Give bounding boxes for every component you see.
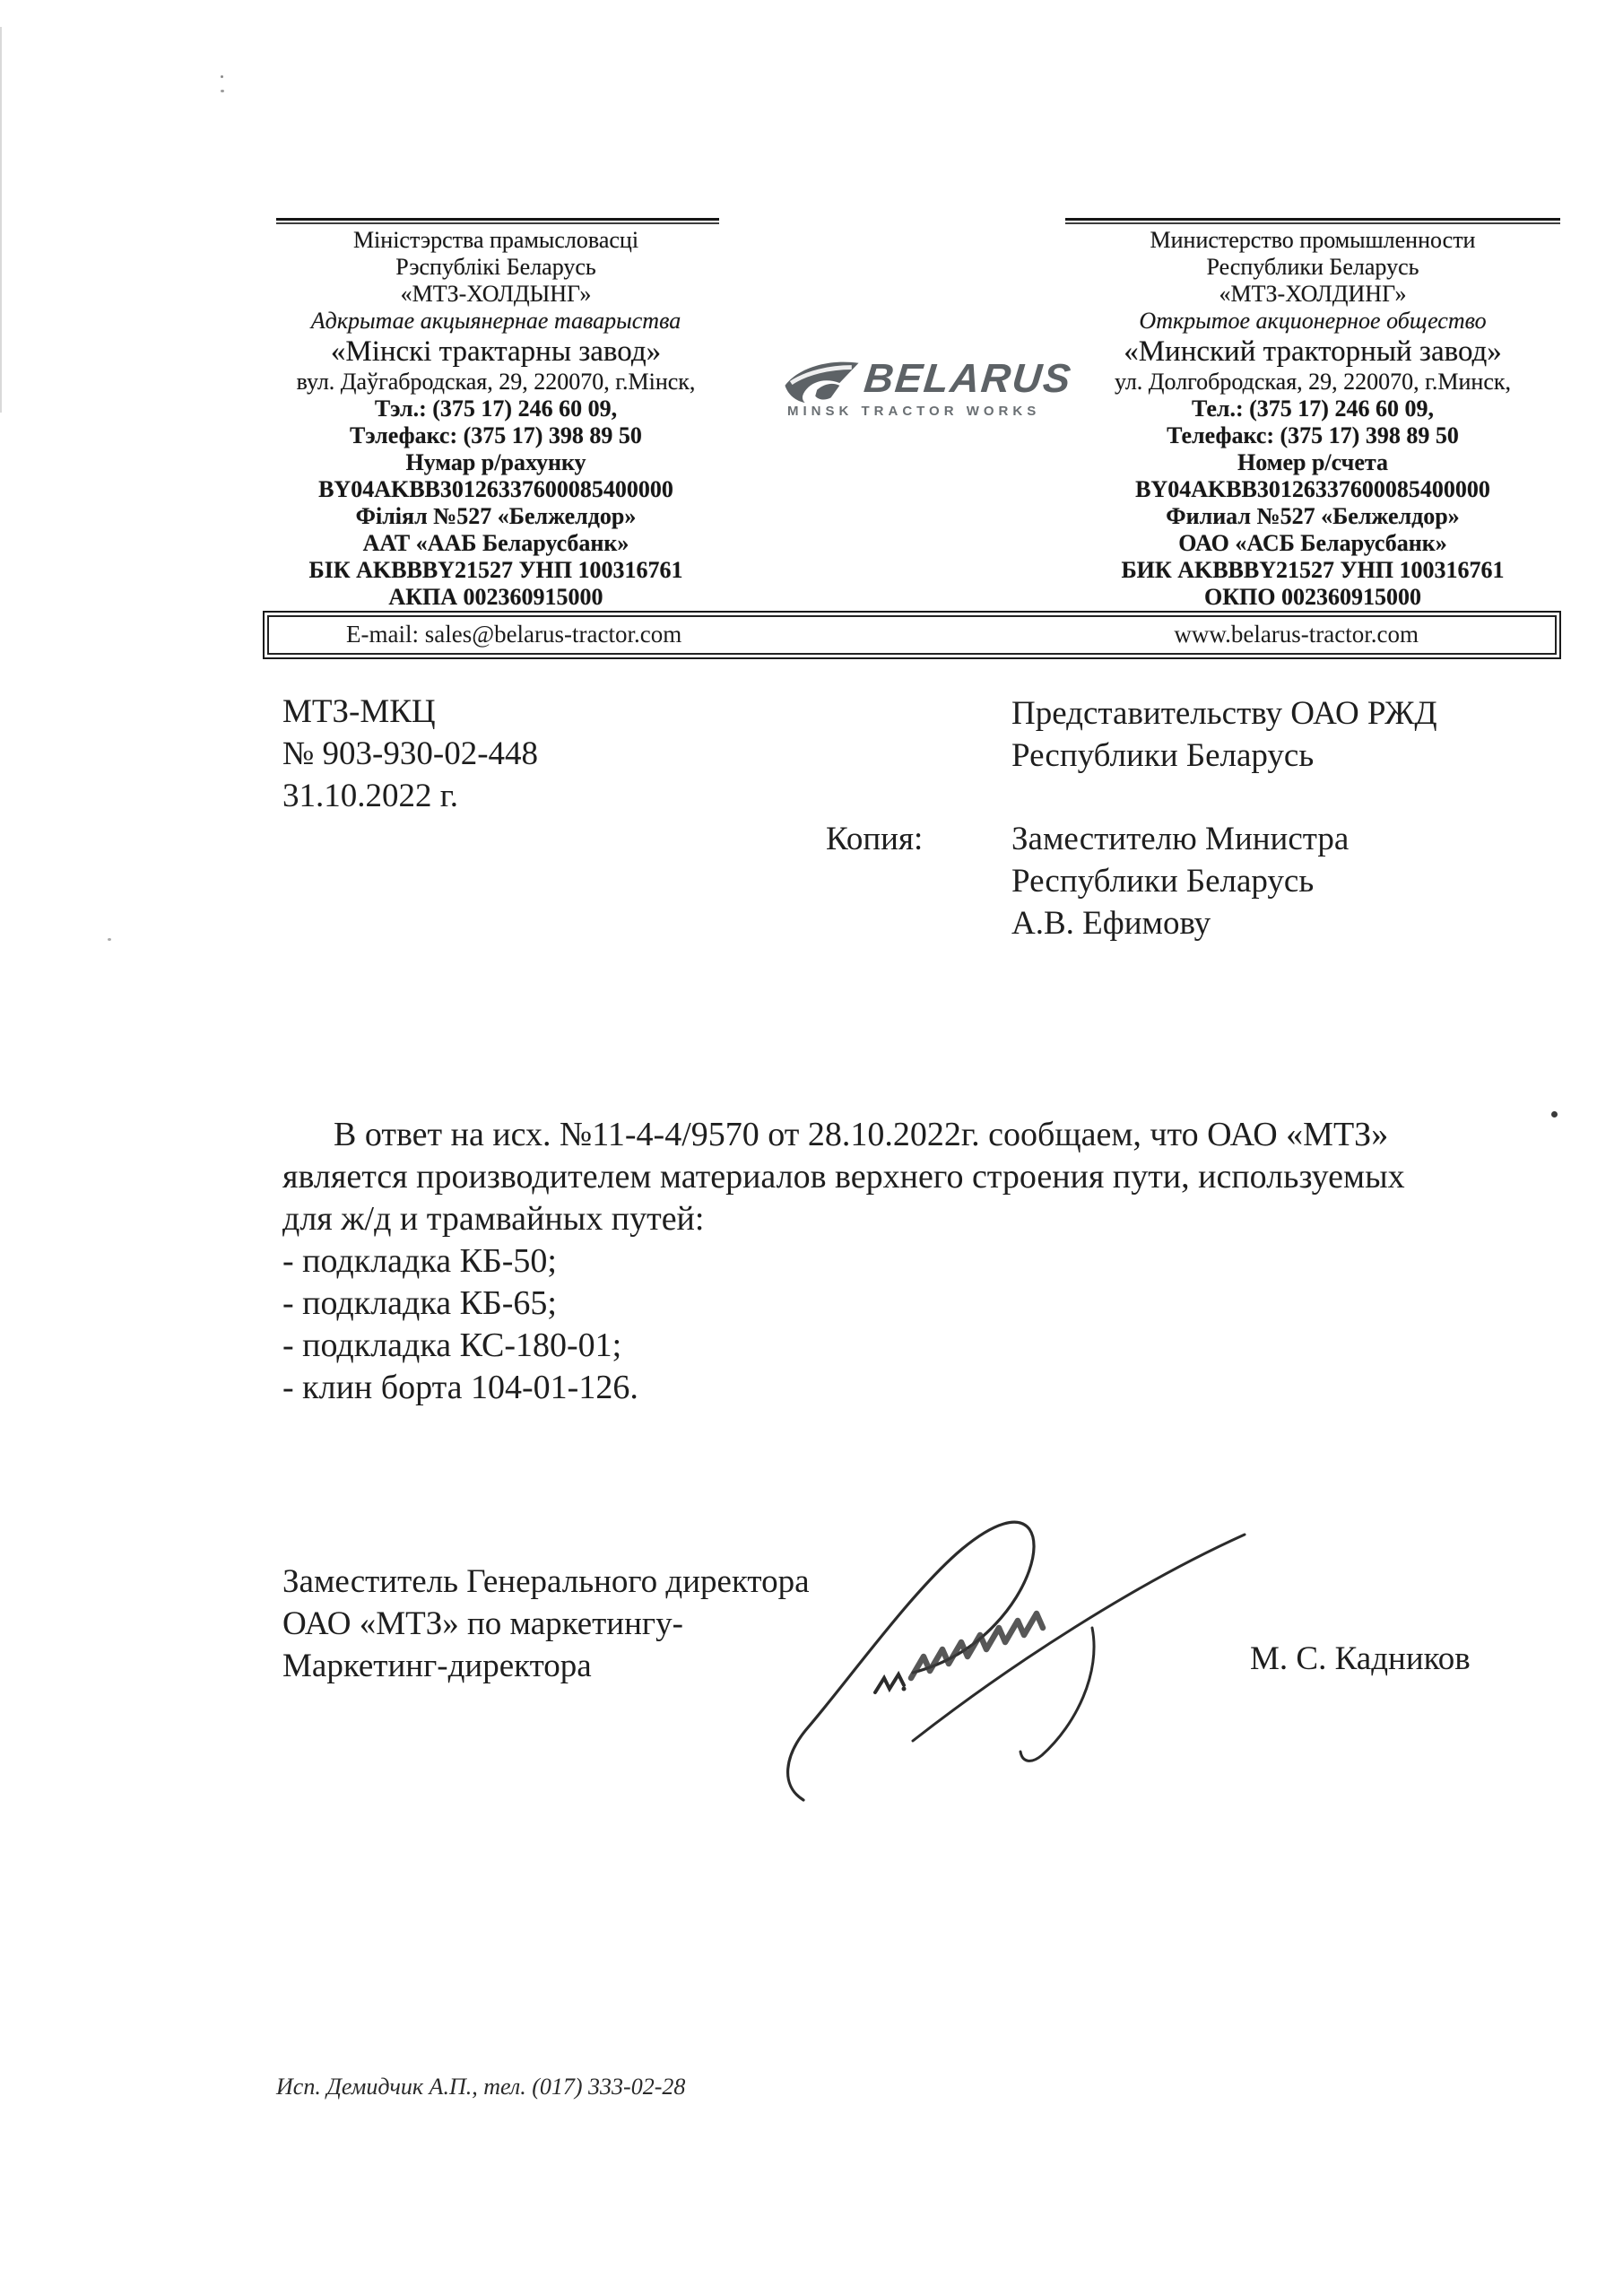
contact-band (263, 611, 1561, 659)
copy-line1: Заместителю Министра (1011, 821, 1350, 857)
lh-right-factory-name: «Минский тракторный завод» (1124, 335, 1502, 368)
lh-right-phone: Тел.: (375 17) 246 60 09, (1192, 396, 1434, 422)
body-line3: для ж/д и трамвайных путей: (282, 1200, 705, 1238)
lh-right-bik-unp: БИК AKBBBY21527 УНП 100316761 (1121, 557, 1505, 583)
copy-addressee-block (1011, 818, 1349, 944)
lh-right-fax: Телефакс: (375 17) 398 89 50 (1167, 422, 1459, 448)
lh-left-bank: ААТ «ААБ Беларусбанк» (362, 530, 629, 556)
lh-left-phone: Тэл.: (375 17) 246 60 09, (374, 396, 618, 422)
executor-note: Исп. Демидчик А.П., тел. (017) 333-02-28 (276, 2074, 686, 2100)
body-line2: является производителем материалов верхнего строения пути, используемых (282, 1158, 1405, 1196)
outgoing-reference-block (282, 691, 538, 817)
lh-left-ministry: Міністэрства прамысловасці (352, 227, 639, 253)
lh-left-bik-unp: БІК AKBBBY21527 УНП 100316761 (308, 557, 683, 583)
signatory-title-line1: Заместитель Генерального директора (282, 1563, 810, 1600)
lh-left-okpo: АКПА 002360915000 (388, 584, 603, 610)
product-item-kb65: - подкладка КБ-65; (282, 1284, 557, 1322)
copy-line2: Республики Беларусь (1011, 863, 1315, 900)
signatory-name: М. С. Кадников (1250, 1640, 1471, 1677)
org-code: МТЗ-МКЦ (282, 693, 436, 730)
logo-brand-text: BELARUS (862, 355, 1075, 401)
handwritten-signature (778, 1502, 1294, 1812)
logo-subtitle-text: MINSK TRACTOR WORKS (787, 404, 1041, 419)
tractor-emblem-icon (782, 357, 861, 407)
scan-speck (221, 90, 224, 92)
lh-right-branch: Филиал №527 «Белжелдор» (1166, 503, 1460, 529)
lh-left-account-label: Нумар р/рахунку (405, 449, 586, 475)
lh-left-holding: «МТЗ-ХОЛДЫНГ» (400, 281, 592, 307)
letter-body (282, 1114, 1511, 1409)
lh-right-company-type: Открытое акционерное общество (1139, 308, 1487, 334)
lh-left-republic: Рэспублікі Беларусь (395, 254, 596, 280)
product-item-ks18001: - подкладка КС-180-01; (282, 1326, 622, 1364)
lh-right-account-number: BY04AKBB30126337600085400000 (1135, 476, 1490, 502)
lh-right-address: ул. Долгобродская, 29, 220070, г.Минск, (1114, 369, 1512, 395)
signatory-title-line3: Маркетинг-директора (282, 1648, 592, 1684)
lh-left-company-type: Адкрытае акцыянернае таварыства (310, 308, 681, 334)
copy-line3: А.В. Ефимову (1011, 905, 1211, 942)
letter-date: 31.10.2022 г. (282, 778, 459, 814)
letterhead-rule-right (1065, 218, 1560, 224)
contact-band-inner-border (267, 615, 1557, 655)
signatory-title-line2: ОАО «МТЗ» по маркетингу- (282, 1605, 683, 1642)
lh-right-ministry: Министерство промышленности (1150, 227, 1476, 253)
lh-left-factory-name: «Мінскі трактарны завод» (330, 335, 662, 368)
body-line1: В ответ на исх. №11-4-4/9570 от 28.10.2022г. сообщаем, что ОАО «МТЗ» (334, 1116, 1389, 1153)
addressee-line2: Республики Беларусь (1011, 737, 1315, 774)
addressee-line1: Представительству ОАО РЖД (1011, 695, 1437, 732)
letterhead-belarusian-column (267, 227, 725, 611)
copy-label: Копия: (826, 821, 924, 857)
lh-right-account-label: Номер р/счета (1237, 449, 1388, 475)
addressee-block (1011, 692, 1437, 777)
scan-edge-artifact (0, 27, 2, 413)
product-item-kb50: - подкладка КБ-50; (282, 1242, 557, 1280)
lh-right-republic: Республики Беларусь (1206, 254, 1419, 280)
lh-right-okpo: ОКПО 002360915000 (1203, 584, 1422, 610)
product-item-klin: - клин борта 104-01-126. (282, 1369, 638, 1406)
lh-left-branch: Філіял №527 «Белжелдор» (355, 503, 637, 529)
scan-speck (1551, 1111, 1558, 1118)
email-address: E-mail: sales@belarus-tractor.com (346, 621, 682, 648)
scan-speck (108, 938, 111, 941)
lh-left-fax: Тэлефакс: (375 17) 398 89 50 (350, 422, 642, 448)
lh-left-address: вул. Даўгабродская, 29, 220070, г.Мінск, (296, 369, 696, 395)
outgoing-number: № 903-930-02-448 (282, 735, 539, 772)
belarus-mtz-logo (782, 355, 1075, 430)
lh-left-account-number: BY04AKBB30126337600085400000 (318, 476, 673, 502)
scan-speck (221, 75, 223, 78)
letterhead-russian-column (1061, 227, 1565, 611)
lh-right-bank: ОАО «АСБ Беларусбанк» (1178, 530, 1447, 556)
lh-right-holding: «МТЗ-ХОЛДИНГ» (1219, 281, 1407, 307)
signatory-title-block (282, 1561, 810, 1687)
letterhead-rule-left (276, 218, 719, 224)
website-address: www.belarus-tractor.com (1174, 621, 1419, 648)
